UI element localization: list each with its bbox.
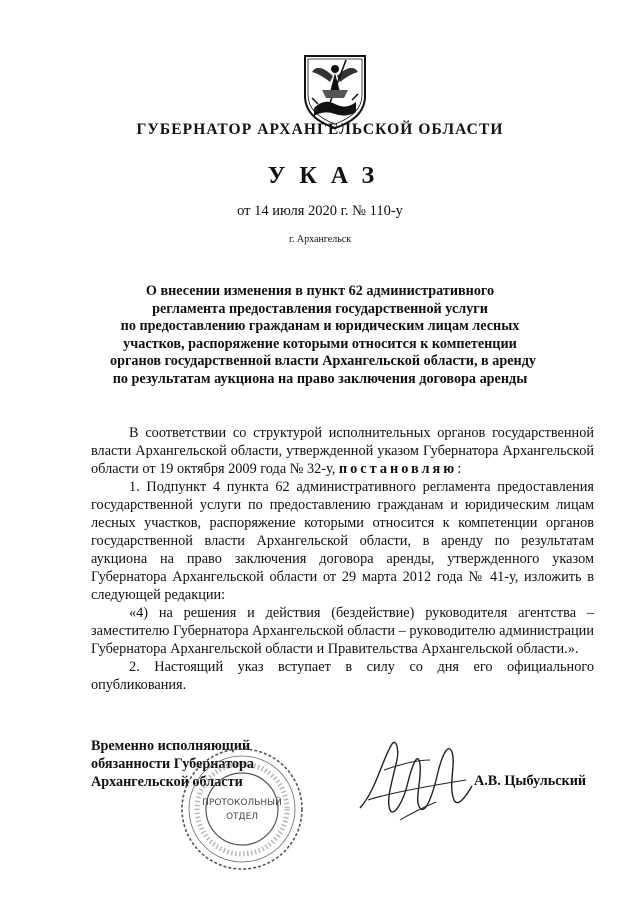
paragraph-preamble [91, 424, 594, 478]
subject-line: участков, распоряжение которыми относится к компетенции [123, 335, 517, 352]
subject-line: О внесении изменения в пункт 62 административного [145, 283, 495, 299]
document-type: УКАЗ [267, 163, 389, 189]
preamble-end: : [457, 461, 462, 477]
stamp-text: ОТДЕЛ [225, 812, 259, 822]
handwritten-signature-icon [356, 730, 476, 830]
paragraph-item-1: 1. Подпункт 4 пункта 62 административного регламента предоставления государственной услуги по предоставлению гражданам и юридическим лицам лесных участков, распоряжение которыми относится к компетенции органов государственной власти Архангельской области, в аренду по результатам аукциона на право заключения договора аренды, утвержденного указом Губернатора Архангельской области от 29 марта 2012 года № 41-у, изложить в следующей редакции: [91, 479, 594, 603]
signatory-name: А.В. Цыбульский [474, 773, 587, 789]
subject-line: по предоставлению гражданам и юридическим лицам лесных [120, 318, 520, 334]
signatory-title-line: Архангельской области [91, 774, 243, 790]
document-date-number: от 14 июля 2020 г. № 110-у [237, 203, 403, 219]
signatory-title-line: Временно исполняющий [91, 738, 251, 754]
paragraph-quoted-text: «4) на решения и действия (бездействие) руководителя агентства – заместителю Губернатора Архангельской области – руководителю администрации Губернатора Архангельской области и Правительства Архангельской области.». [91, 605, 594, 657]
subject-line: по результатам аукциона на право заключения договора аренды [112, 370, 528, 387]
resolution-keyword: постановляю [338, 461, 458, 477]
authority-title: ГУБЕРНАТОР АРХАНГЕЛЬСКОЙ ОБЛАСТИ [136, 121, 504, 138]
subject-line: органов государственной власти Архангельской области, в аренду [110, 353, 536, 369]
signatory-title-line: обязанности Губернатора [91, 756, 254, 772]
stamp-text: ПРОТОКОЛЬНЫЙ [202, 798, 282, 808]
paragraph-item-2: 2. Настоящий указ вступает в силу со дня его официального опубликования. [91, 659, 594, 693]
official-stamp-icon [178, 745, 306, 873]
arkhangelsk-coat-of-arms-icon [300, 52, 370, 130]
decree-body [91, 424, 594, 694]
subject-line: регламента предоставления государственной услуги [152, 300, 488, 317]
document-city: г. Архангельск [288, 234, 352, 245]
preamble-text: В соответствии со структурой исполнительных органов государственной власти Архангельской области, утвержденной указом Губернатора Архангельской области от 19 октября 2009 года № 32-у, [91, 425, 594, 477]
decree-subject [110, 283, 536, 388]
